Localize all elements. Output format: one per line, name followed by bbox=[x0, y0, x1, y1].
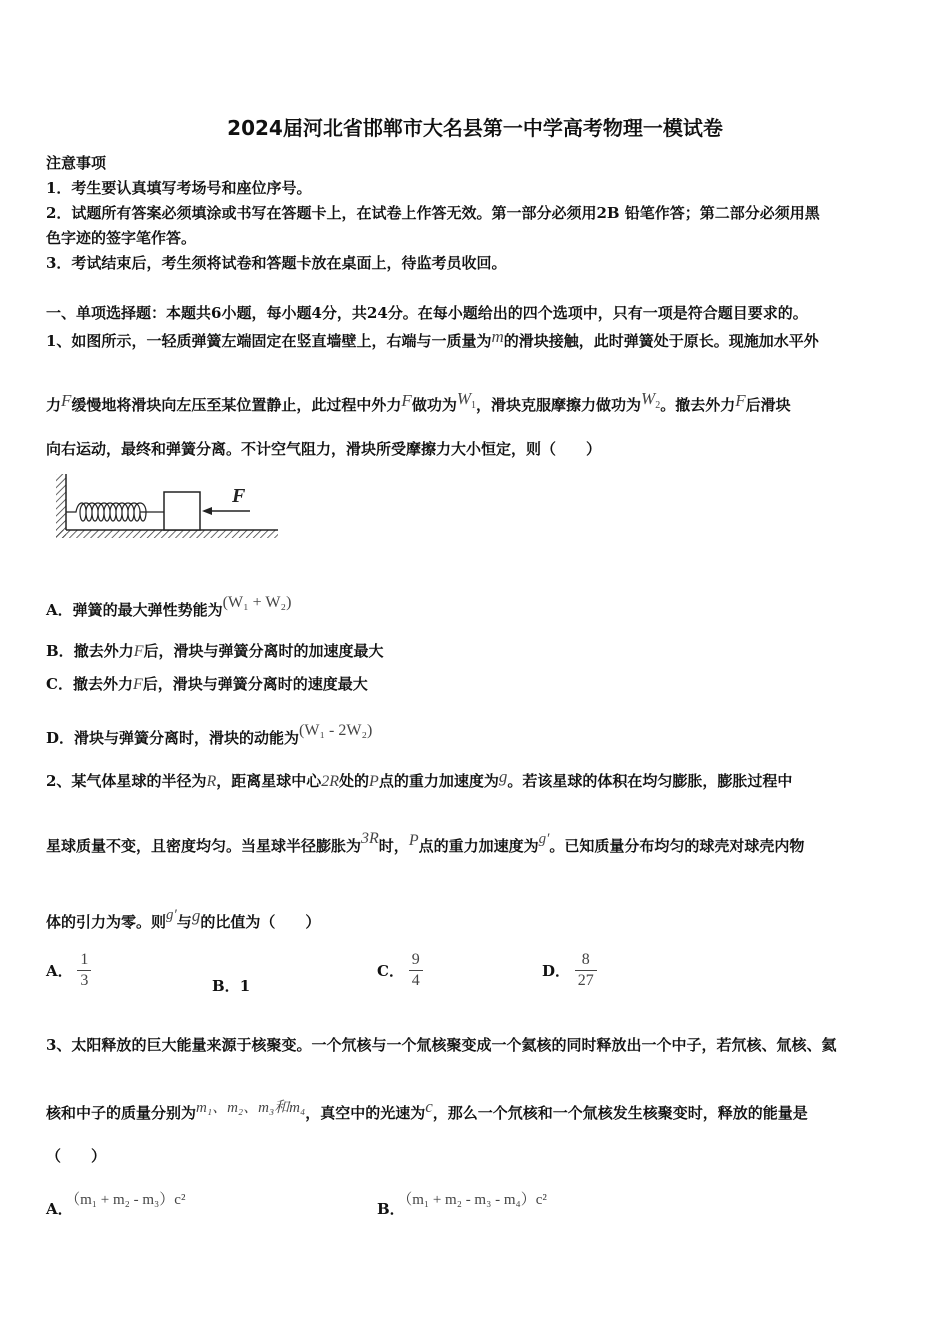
notice-item-1: 1．考生要认真填写考场号和座位序号。 bbox=[46, 179, 312, 197]
force-label: F bbox=[232, 485, 246, 507]
notice-heading: 注意事项 bbox=[46, 154, 107, 172]
q1-option-b: B．撤去外力F后，滑块与弹簧分离时的加速度最大 bbox=[46, 642, 384, 660]
spring-block-figure bbox=[52, 470, 284, 545]
wall-hatch bbox=[56, 474, 66, 538]
force-arrowhead bbox=[202, 507, 212, 515]
q2-option-a: A． $\frac{1}{3}$ bbox=[46, 950, 91, 991]
q3-option-b: B．（m₁ + m₂ - m₃ - m₄）c² bbox=[377, 1192, 547, 1218]
q1-line-1: 1、如图所示，一轻质弹簧左端固定在竖直墙壁上，右端与一质量为m的滑块接触，此时弹簧处于原长。现施加水平外 bbox=[46, 327, 819, 350]
q3-line-1: 3、太阳释放的巨大能量来源于核聚变。一个氘核与一个氚核聚变成一个氦核的同时释放出一个中子，若氘核、氚核、氦 bbox=[46, 1036, 837, 1054]
section-heading: 一、单项选择题：本题共6小题，每小题4分，共24分。在每小题给出的四个选项中，只有一项是符合题目要求的。 bbox=[46, 304, 808, 322]
q1-option-c: C．撤去外力F后，滑块与弹簧分离时的速度最大 bbox=[46, 675, 368, 693]
q1-line-2: 力F缓慢地将滑块向左压至某位置静止，此过程中外力F做功为$W_1$，滑块克服摩擦力做功为$W_2$。撤去外力F后滑块 bbox=[46, 389, 791, 414]
q3-line-2: 核和中子的质量分别为m₁、m₂、m₃和m₄，真空中的光速为c，那么一个氘核和一个氚核发生核聚变时，释放的能量是 bbox=[46, 1097, 808, 1122]
page-title: 2024届河北省邯郸市大名县第一中学高考物理一模试卷 bbox=[227, 116, 723, 140]
q1-option-a: A．弹簧的最大弹性势能为(W₁ + W₂) bbox=[46, 594, 292, 619]
floor-hatch bbox=[56, 530, 278, 538]
q2-option-c: C． $\frac{9}{4}$ bbox=[377, 950, 423, 991]
q2-line-2: 星球质量不变，且密度均匀。当星球半径膨胀为3R时，P点的重力加速度为g′。已知质量分布均匀的球壳对球壳内物 bbox=[46, 830, 805, 855]
notice-item-2-cont: 色字迹的签字笔作答。 bbox=[46, 229, 197, 247]
sliding-block bbox=[164, 492, 200, 530]
q3-option-a: A．（m₁ + m₂ - m₃）c² bbox=[46, 1192, 186, 1218]
q2-line-3: 体的引力为零。则g′与g的比值为（ ） bbox=[46, 906, 321, 931]
spring bbox=[66, 503, 164, 521]
q1-option-d: D．滑块与弹簧分离时，滑块的动能为(W₁ - 2W₂) bbox=[46, 722, 373, 747]
q2-option-b: B．1 bbox=[212, 977, 251, 995]
q2-line-1: 2、某气体星球的半径为R，距离星球中心2R处的P点的重力加速度为g。若该星球的体积在均匀膨胀，膨胀过程中 bbox=[46, 767, 793, 790]
q1-line-3: 向右运动，最终和弹簧分离。不计空气阻力，滑块所受摩擦力大小恒定，则（ ） bbox=[46, 440, 602, 458]
q3-line-3: （ ） bbox=[46, 1147, 107, 1165]
q2-option-d: D． $\frac{8}{27}$ bbox=[542, 950, 597, 991]
notice-item-3: 3．考试结束后，考生须将试卷和答题卡放在桌面上，待监考员收回。 bbox=[46, 254, 507, 272]
notice-item-2: 2．试题所有答案必须填涂或书写在答题卡上，在试卷上作答无效。第一部分必须用2B 铅笔作答；第二部分必须用黑 bbox=[46, 204, 820, 222]
